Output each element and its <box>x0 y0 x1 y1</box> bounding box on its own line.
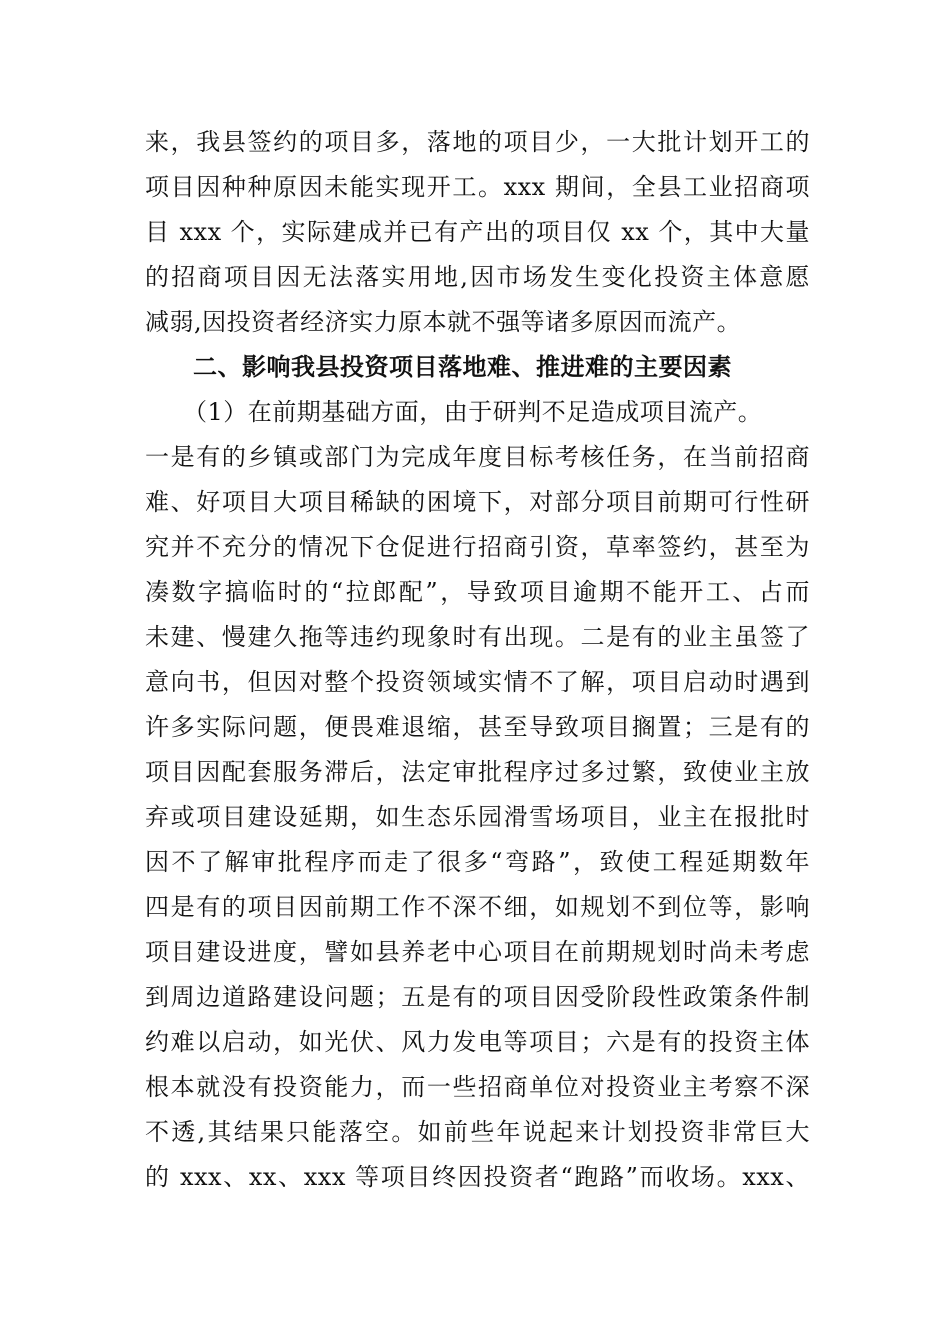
document-body <box>145 120 810 1200</box>
paragraph-line: 究并不充分的情况下仓促进行招商引资，草率签约，甚至为 <box>145 533 810 561</box>
paragraph-line: 到周边道路建设问题；五是有的项目因受阶段性政策条件制 <box>145 983 810 1011</box>
paragraph-line: 项目因种种原因未能实现开工。xxx 期间，全县工业招商项 <box>145 173 810 201</box>
paragraph-line: 根本就没有投资能力，而一些招商单位对投资业主考察不深 <box>145 1073 810 1101</box>
paragraph-line: 减弱,因投资者经济实力原本就不强等诸多原因而流产。 <box>145 308 742 336</box>
paragraph-line: 难、好项目大项目稀缺的困境下，对部分项目前期可行性研 <box>145 488 810 516</box>
paragraph-line: 凑数字搞临时的“拉郎配”，导致项目逾期不能开工、占而 <box>145 578 810 606</box>
paragraph-line: 项目因配套服务滞后，法定审批程序过多过繁，致使业主放 <box>145 758 810 786</box>
paragraph-line: 四是有的项目因前期工作不深不细，如规划不到位等，影响 <box>145 893 810 921</box>
paragraph-line: 因不了解审批程序而走了很多“弯路”，致使工程延期数年 <box>145 848 810 876</box>
paragraph-line: 一是有的乡镇或部门为完成年度目标考核任务，在当前招商 <box>145 443 810 471</box>
paragraph-line: 意向书，但因对整个投资领域实情不了解，项目启动时遇到 <box>145 668 810 696</box>
section-heading: 二、影响我县投资项目落地难、推进难的主要因素 <box>193 353 732 381</box>
paragraph-line: 未建、慢建久拖等违约现象时有出现。二是有的业主虽签了 <box>145 623 810 651</box>
paragraph-line: 弃或项目建设延期，如生态乐园滑雪场项目，业主在报批时 <box>145 803 810 831</box>
paragraph-line: 的 xxx、xx、xxx 等项目终因投资者“跑路”而收场。xxx、 <box>145 1163 810 1191</box>
paragraph-line: 约难以启动，如光伏、风力发电等项目；六是有的投资主体 <box>145 1028 810 1056</box>
paragraph-line: 许多实际问题，便畏难退缩，甚至导致项目搁置；三是有的 <box>145 713 810 741</box>
paragraph-line: （1）在前期基础方面，由于研判不足造成项目流产。 <box>183 398 763 426</box>
paragraph-line: 项目建设进度，譬如县养老中心项目在前期规划时尚未考虑 <box>145 938 810 966</box>
paragraph-line: 不透,其结果只能落空。如前些年说起来计划投资非常巨大 <box>145 1118 810 1146</box>
paragraph-line: 目 xxx 个，实际建成并已有产出的项目仅 xx 个，其中大量 <box>145 218 810 246</box>
paragraph-line: 的招商项目因无法落实用地,因市场发生变化投资主体意愿 <box>145 263 810 291</box>
paragraph-line: 来，我县签约的项目多，落地的项目少，一大批计划开工的 <box>145 128 810 156</box>
